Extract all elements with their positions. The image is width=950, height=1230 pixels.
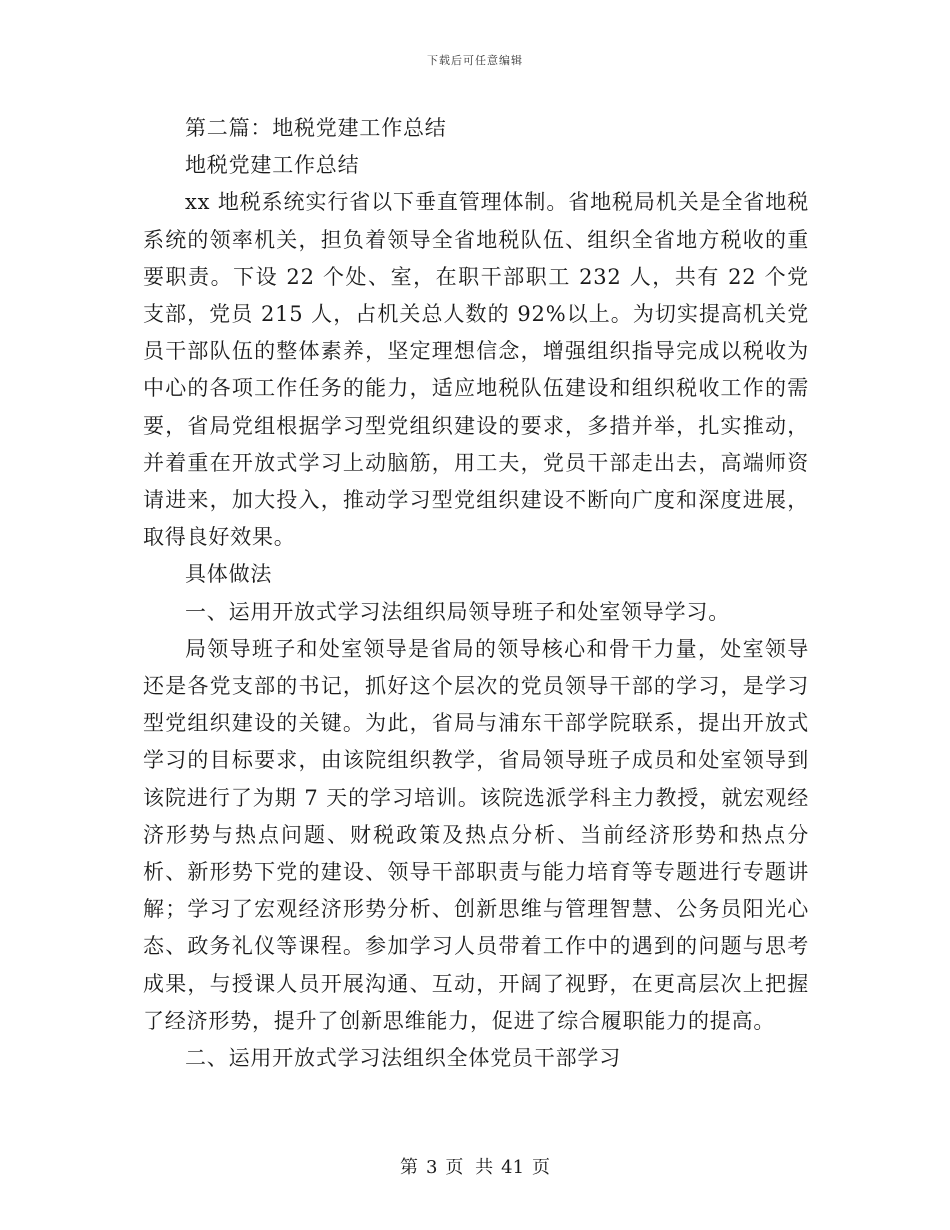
footer-prefix: 第 xyxy=(399,1157,418,1178)
paragraph-intro: xx 地税系统实行省以下垂直管理体制。省地税局机关是全省地税系统的领率机关，担负着领导全省地税队伍、组织全省地方税收的重要职责。下设 22 个处、室，在职干部职工 232 人，共有 22 个党支部，党员 215 人，占机关总人数的 92%以上。为切实提高机关党员干部队伍的整体素养，坚定理想信念，增强组织指导完成以税收为中心的各项工作任务的能力，适应地税队伍建设和组织税收工作的需要，省局党组根据学习型党组织建设的要求，多措并举，扎实推动，并着重在开放式学习上动脑筋，用工夫，党员干部走出去，高端师资请进来，加大投入，推动学习型党组织建设不断向广度和深度进展，取得良好效果。 xyxy=(143,190,809,550)
document-title: 地税党建工作总结 xyxy=(185,153,360,178)
subheading-item-2: 二、运用开放式学习法组织全体党员干部学习 xyxy=(185,1046,621,1071)
footer-total-pages: 41 xyxy=(501,1157,525,1178)
document-body xyxy=(143,110,809,1077)
subheading-item-1: 一、运用开放式学习法组织局领导班子和处室领导学习。 xyxy=(185,599,730,624)
footer-suffix: 页 xyxy=(532,1157,551,1178)
paragraph-item-1: 局领导班子和处室领导是省局的领导核心和骨干力量，处室领导还是各党支部的书记，抓好这个层次的党员领导干部的学习，是学习型党组织建设的关键。为此，省局与浦东干部学院联系，提出开放式学习的目标要求，由该院组织教学，省局领导班子成员和处室领导到该院进行了为期 7 天的学习培训。该院选派学科主力教授，就宏观经济形势与热点问题、财税政策及热点分析、当前经济形势和热点分析、新形势下党的建设、领导干部职责与能力培育等专题进行专题讲解；学习了宏观经济形势分析、创新思维与管理智慧、公务员阳光心态、政务礼仪等课程。参加学习人员带着工作中的遇到的问题与思考成果，与授课人员开展沟通、互动，开阔了视野，在更高层次上把握了经济形势，提升了创新思维能力，促进了综合履职能力的提高。 xyxy=(143,636,809,1033)
footer-page-number: 3 xyxy=(425,1157,438,1178)
page-header: 下载后可任意编辑 xyxy=(427,54,523,67)
subheading-methods: 具体做法 xyxy=(185,562,273,587)
section-title: 第二篇：地税党建工作总结 xyxy=(185,116,447,140)
footer-middle: 页 共 xyxy=(445,1157,494,1178)
page-footer xyxy=(0,1153,950,1179)
